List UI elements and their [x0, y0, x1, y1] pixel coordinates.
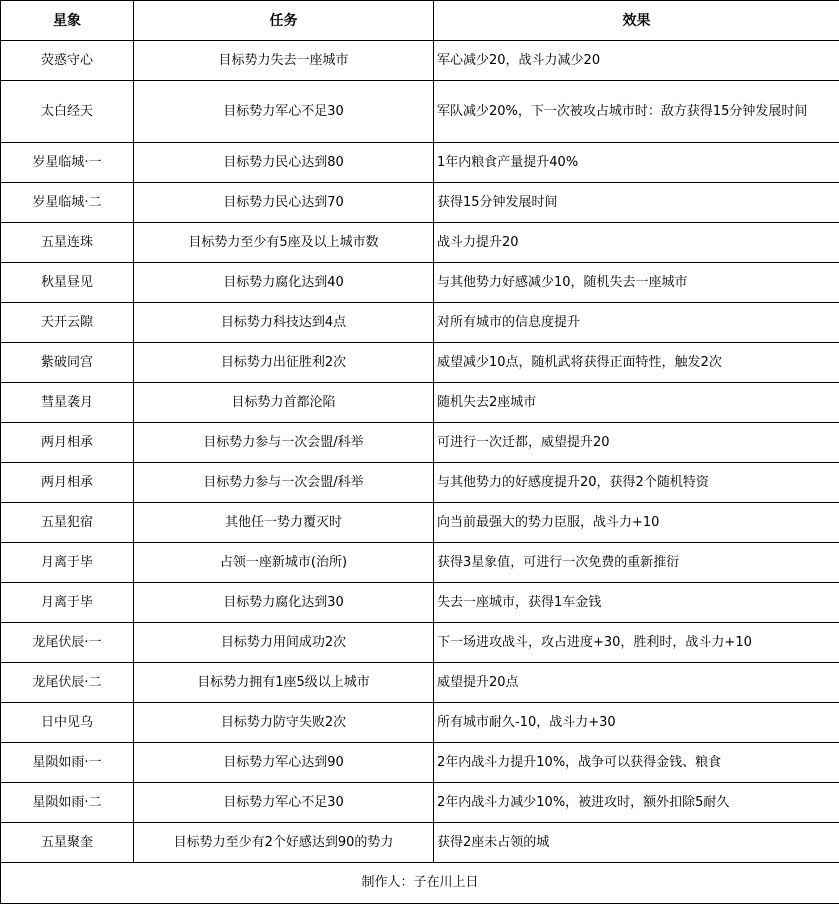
footer-row — [1, 863, 839, 904]
table-row — [1, 183, 839, 223]
effect-cell: 获得3星象值，可进行一次免费的重新推衍 — [434, 543, 839, 583]
table-row — [1, 743, 839, 783]
header-star: 星象 — [1, 1, 134, 41]
effect-cell: 与其他势力的好感度提升20，获得2个随机特资 — [434, 463, 839, 503]
task-cell: 目标势力腐化达到30 — [134, 583, 434, 623]
effect-cell: 2年内战斗力提升10%，战争可以获得金钱、粮食 — [434, 743, 839, 783]
star-cell: 太白经天 — [1, 81, 134, 143]
effect-cell: 威望提升20点 — [434, 663, 839, 703]
effect-cell: 向当前最强大的势力臣服，战斗力+10 — [434, 503, 839, 543]
star-cell: 紫破同宫 — [1, 343, 134, 383]
effect-cell: 军队减少20%，下一次被攻占城市时：敌方获得15分钟发展时间 — [434, 81, 839, 143]
star-cell: 秋星昼见 — [1, 263, 134, 303]
effect-cell: 随机失去2座城市 — [434, 383, 839, 423]
effect-cell: 军心减少20，战斗力减少20 — [434, 41, 839, 81]
task-cell: 目标势力用间成功2次 — [134, 623, 434, 663]
table-row — [1, 503, 839, 543]
star-cell: 五星犯宿 — [1, 503, 134, 543]
task-cell: 目标势力军心达到90 — [134, 743, 434, 783]
task-cell: 目标势力首都沦陷 — [134, 383, 434, 423]
star-cell: 五星聚奎 — [1, 823, 134, 863]
effect-cell: 2年内战斗力减少10%，被进攻时，额外扣除5耐久 — [434, 783, 839, 823]
task-cell: 目标势力军心不足30 — [134, 81, 434, 143]
task-cell: 其他任一势力覆灭时 — [134, 503, 434, 543]
star-cell: 荧惑守心 — [1, 41, 134, 81]
task-cell: 占领一座新城市(治所) — [134, 543, 434, 583]
effect-cell: 对所有城市的信息度提升 — [434, 303, 839, 343]
star-cell: 龙尾伏辰·一 — [1, 623, 134, 663]
table-row — [1, 623, 839, 663]
star-cell: 月离于毕 — [1, 583, 134, 623]
star-cell: 天开云隙 — [1, 303, 134, 343]
effect-cell: 下一场进攻战斗，攻占进度+30，胜利时，战斗力+10 — [434, 623, 839, 663]
header-effect: 效果 — [434, 1, 839, 41]
star-cell: 彗星袭月 — [1, 383, 134, 423]
task-cell: 目标势力参与一次会盟/科举 — [134, 463, 434, 503]
task-cell: 目标势力至少有2个好感达到90的势力 — [134, 823, 434, 863]
effect-cell: 1年内粮食产量提升40% — [434, 143, 839, 183]
star-cell: 星陨如雨·二 — [1, 783, 134, 823]
table-row — [1, 143, 839, 183]
task-cell: 目标势力至少有5座及以上城市数 — [134, 223, 434, 263]
star-cell: 五星连珠 — [1, 223, 134, 263]
effect-cell: 威望减少10点，随机武将获得正面特性，触发2次 — [434, 343, 839, 383]
task-cell: 目标势力失去一座城市 — [134, 41, 434, 81]
task-cell: 目标势力军心不足30 — [134, 783, 434, 823]
table-row — [1, 223, 839, 263]
table-row — [1, 263, 839, 303]
header-row — [1, 1, 839, 41]
task-cell: 目标势力民心达到70 — [134, 183, 434, 223]
effect-cell: 获得2座未占领的城 — [434, 823, 839, 863]
task-cell: 目标势力拥有1座5级以上城市 — [134, 663, 434, 703]
table-row — [1, 81, 839, 143]
task-cell: 目标势力科技达到4点 — [134, 303, 434, 343]
effect-cell: 战斗力提升20 — [434, 223, 839, 263]
table-row — [1, 783, 839, 823]
table-row — [1, 703, 839, 743]
table-row — [1, 41, 839, 81]
star-cell: 岁星临城·二 — [1, 183, 134, 223]
task-cell: 目标势力腐化达到40 — [134, 263, 434, 303]
table-row — [1, 823, 839, 863]
effect-cell: 可进行一次迁都，威望提升20 — [434, 423, 839, 463]
effect-cell: 失去一座城市，获得1车金钱 — [434, 583, 839, 623]
task-cell: 目标势力民心达到80 — [134, 143, 434, 183]
header-task: 任务 — [134, 1, 434, 41]
task-cell: 目标势力出征胜利2次 — [134, 343, 434, 383]
star-cell: 两月相承 — [1, 463, 134, 503]
table-row — [1, 543, 839, 583]
table-row — [1, 463, 839, 503]
table-row — [1, 423, 839, 463]
table-row — [1, 663, 839, 703]
table-row — [1, 383, 839, 423]
table-row — [1, 343, 839, 383]
star-cell: 月离于毕 — [1, 543, 134, 583]
star-cell: 两月相承 — [1, 423, 134, 463]
star-cell: 日中见乌 — [1, 703, 134, 743]
effect-cell: 获得15分钟发展时间 — [434, 183, 839, 223]
star-cell: 龙尾伏辰·二 — [1, 663, 134, 703]
task-cell: 目标势力参与一次会盟/科举 — [134, 423, 434, 463]
star-cell: 星陨如雨·一 — [1, 743, 134, 783]
star-cell: 岁星临城·一 — [1, 143, 134, 183]
table-row — [1, 583, 839, 623]
author-credit: 制作人：子在川上日 — [1, 863, 839, 904]
effect-cell: 所有城市耐久-10，战斗力+30 — [434, 703, 839, 743]
table-row — [1, 303, 839, 343]
effect-cell: 与其他势力好感减少10，随机失去一座城市 — [434, 263, 839, 303]
task-cell: 目标势力防守失败2次 — [134, 703, 434, 743]
